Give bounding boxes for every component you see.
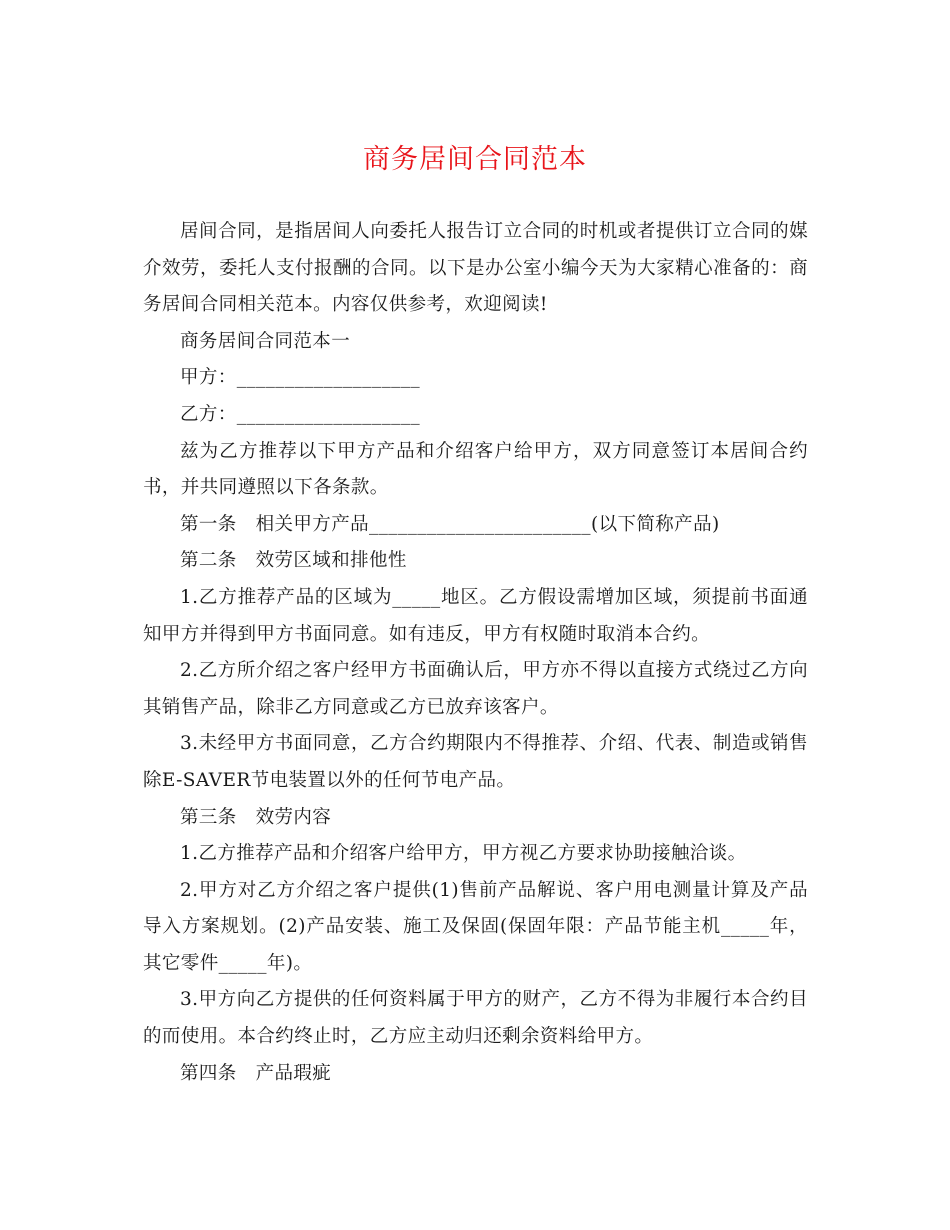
paragraph-sample-heading: 商务居间合同范本一 [180, 330, 351, 352]
article-1-heading: 第一条 相关甲方产品_______________________(以下简称产品) [180, 513, 720, 535]
paragraph-intro: 居间合同，是指居间人向委托人报告订立合同的时机或者提供订立合同的媒介效劳，委托人支付报酬的合同。以下是办公室小编今天为大家精心准备的：商务居间合同相关范本。内容仅供参考，欢迎阅读! [143, 221, 808, 316]
document-title: 商务居间合同范本 [363, 144, 587, 175]
document-body [143, 214, 808, 1092]
article-3-clause-3: 3.甲方向乙方提供的任何资料属于甲方的财产，乙方不得为非履行本合约目的而使用。本合约终止时，乙方应主动归还剩余资料给甲方。 [143, 989, 808, 1048]
article-3-clause-1: 1.乙方推荐产品和介绍客户给甲方，甲方视乙方要求协助接触洽谈。 [180, 843, 747, 865]
article-3-heading: 第三条 效劳内容 [180, 806, 332, 828]
article-2-clause-1: 1.乙方推荐产品的区域为_____地区。乙方假设需增加区域，须提前书面通知甲方并得到甲方书面同意。如有违反，甲方有权随时取消本合约。 [143, 586, 808, 645]
article-4-heading: 第四条 产品瑕疵 [180, 1062, 332, 1084]
article-3-clause-2: 2.甲方对乙方介绍之客户提供(1)售前产品解说、客户用电测量计算及产品导入方案规划。(2)产品安装、施工及保固(保固年限：产品节能主机_____年，其它零件_____年)。 [143, 879, 808, 974]
paragraph-party-b: 乙方：___________________ [180, 403, 421, 425]
paragraph-preamble: 兹为乙方推荐以下甲方产品和介绍客户给甲方，双方同意签订本居间合约书，并共同遵照以下各条款。 [143, 440, 808, 499]
article-2-clause-3: 3.未经甲方书面同意，乙方合约期限内不得推荐、介绍、代表、制造或销售除E-SAVER节电装置以外的任何节电产品。 [143, 733, 808, 791]
article-2-clause-2: 2.乙方所介绍之客户经甲方书面确认后，甲方亦不得以直接方式绕过乙方向其销售产品，除非乙方同意或乙方已放弃该客户。 [143, 660, 808, 718]
paragraph-party-a: 甲方：___________________ [180, 367, 421, 389]
article-2-heading: 第二条 效劳区域和排他性 [180, 550, 407, 572]
